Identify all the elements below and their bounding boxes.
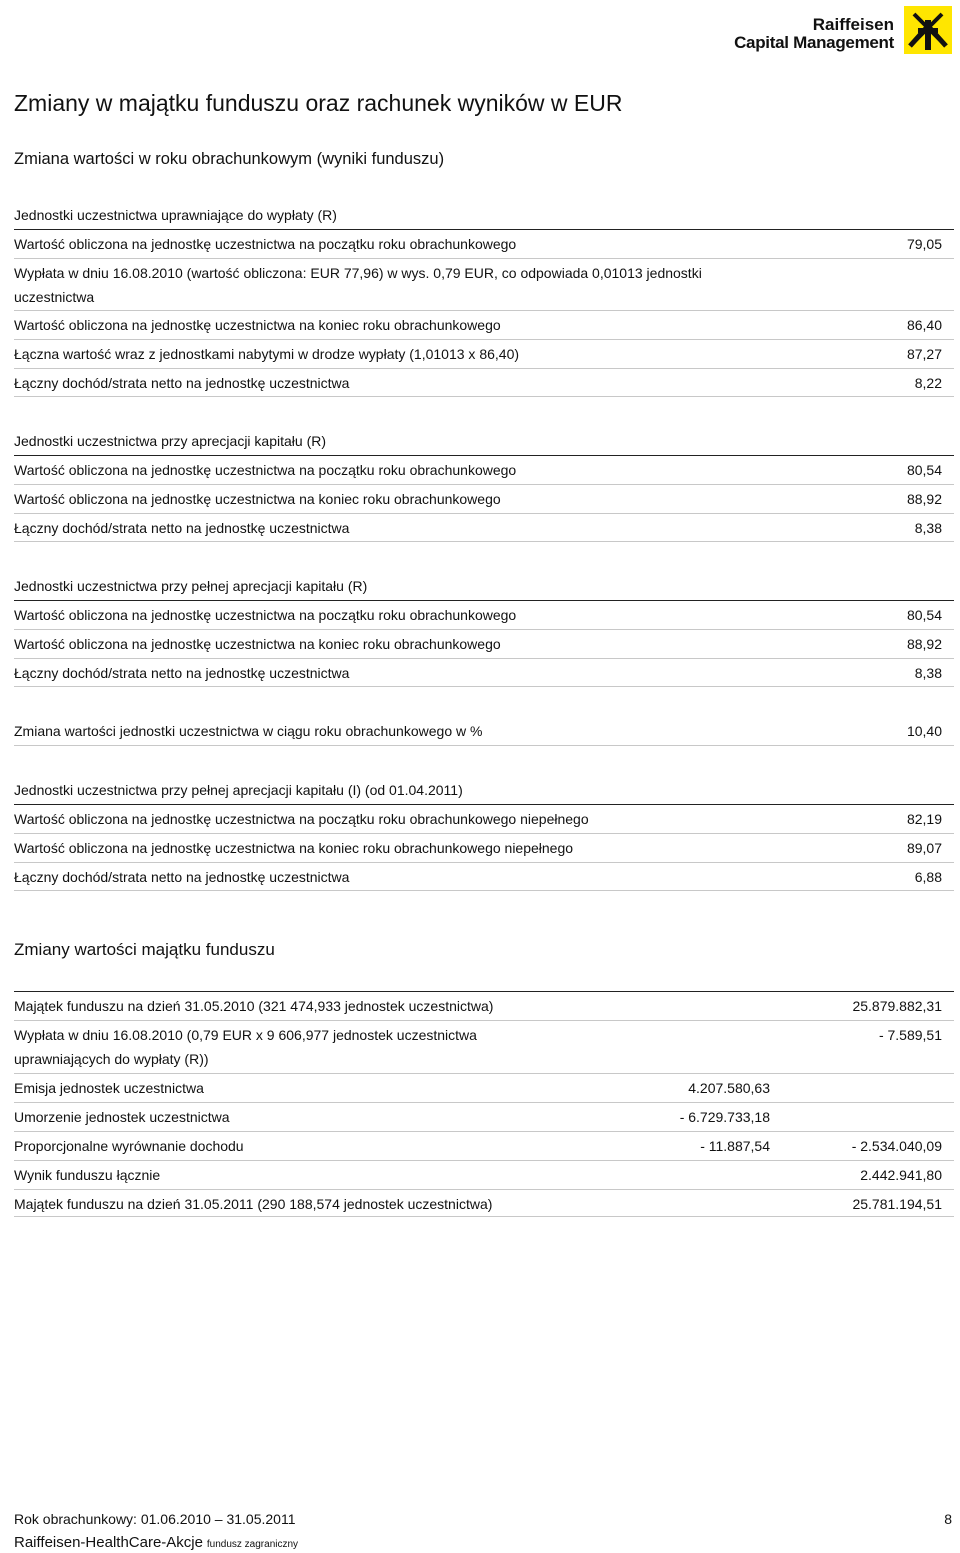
raiffeisen-gable-cross-icon: [904, 6, 952, 54]
table-row: [14, 1103, 954, 1132]
assets-title: Zmiany wartości majątku funduszu: [14, 940, 275, 959]
row-label-cont: uczestnictwa: [14, 289, 95, 305]
row-label: Łączny dochód/strata netto na jednostkę uczestnictwa: [14, 520, 350, 536]
raiffeisen-logo: [692, 6, 952, 54]
table-row: [14, 369, 954, 397]
section-title: Jednostki uczestnictwa przy aprecjacji kapitału (R): [14, 433, 327, 449]
row-label: Emisja jednostek uczestnictwa: [14, 1080, 204, 1096]
row-value-col1: 4.207.580,63: [688, 1080, 770, 1096]
table-row: [14, 514, 954, 542]
table-row: [14, 311, 954, 340]
footer-fund-name: Raiffeisen-HealthCare-Akcje: [14, 1534, 203, 1551]
table-row: [14, 1132, 954, 1161]
row-label: Łączna wartość wraz z jednostkami nabytymi w drodze wypłaty (1,01013 x 86,40): [14, 346, 520, 362]
row-value-col2: - 7.589,51: [878, 1027, 942, 1043]
table-row: [14, 1021, 954, 1074]
table-row: [14, 1074, 954, 1103]
table-row: [14, 834, 954, 863]
footer-period: Rok obrachunkowy: 01.06.2010 – 31.05.2011: [14, 1511, 296, 1527]
row-value: 8,38: [914, 520, 942, 536]
row-value: 88,92: [906, 491, 942, 507]
row-value-col2: 25.879.882,31: [852, 998, 942, 1014]
section-title: Jednostki uczestnictwa przy pełnej aprecjacji kapitału (I) (od 01.04.2011): [14, 782, 463, 798]
footer-fund-type: fundusz zagraniczny: [206, 1539, 299, 1550]
row-label: Wartość obliczona na jednostkę uczestnictwa na początku roku obrachunkowego: [14, 236, 517, 252]
footer-fund: [14, 1534, 298, 1551]
row-label: Wartość obliczona na jednostkę uczestnictwa na koniec roku obrachunkowego: [14, 317, 501, 333]
row-label: Wartość obliczona na jednostkę uczestnictwa na koniec roku obrachunkowego: [14, 636, 501, 652]
row-value: 80,54: [906, 607, 942, 623]
row-label: Łączny dochód/strata netto na jednostkę uczestnictwa: [14, 869, 350, 885]
row-label-cont: uprawniających do wypłaty (R)): [14, 1051, 209, 1067]
section-title: Jednostki uczestnictwa uprawniające do wypłaty (R): [14, 207, 337, 223]
row-value: 80,54: [906, 462, 942, 478]
section-title: Jednostki uczestnictwa przy pełnej aprecjacji kapitału (R): [14, 578, 368, 594]
table-row: [14, 717, 954, 746]
table-row: [14, 863, 954, 891]
row-label: Wypłata w dniu 16.08.2010 (0,79 EUR x 9 606,977 jednostek uczestnictwa: [14, 1027, 477, 1043]
row-label: Wartość obliczona na jednostkę uczestnictwa na koniec roku obrachunkowego: [14, 491, 501, 507]
table-row: [14, 485, 954, 514]
row-value: 88,92: [906, 636, 942, 652]
row-value: 8,22: [914, 375, 942, 391]
row-label: Umorzenie jednostek uczestnictwa: [14, 1109, 230, 1125]
row-label: Wartość obliczona na jednostkę uczestnictwa na początku roku obrachunkowego: [14, 462, 517, 478]
table-row: [14, 992, 954, 1021]
row-value: 86,40: [906, 317, 942, 333]
page-subtitle: Zmiana wartości w roku obrachunkowym (wyniki funduszu): [14, 150, 445, 168]
row-label: Wartość obliczona na jednostkę uczestnictwa na koniec roku obrachunkowego niepełnego: [14, 840, 574, 856]
row-value-col2: 2.442.941,80: [860, 1167, 942, 1183]
row-label: Łączny dochód/strata netto na jednostkę uczestnictwa: [14, 665, 350, 681]
table-row: [14, 630, 954, 659]
row-label: Majątek funduszu na dzień 31.05.2010 (321 474,933 jednostek uczestnictwa): [14, 998, 494, 1014]
row-label: Wynik funduszu łącznie: [14, 1167, 161, 1183]
table-row: [14, 659, 954, 687]
table-row: [14, 456, 954, 485]
row-label: Proporcjonalne wyrównanie dochodu: [14, 1138, 244, 1154]
table-row: [14, 259, 954, 311]
page-title: Zmiany w majątku funduszu oraz rachunek wyników w EUR: [14, 90, 623, 116]
row-value: 10,40: [906, 723, 942, 739]
row-value: 8,38: [914, 665, 942, 681]
row-value-col2: - 2.534.040,09: [851, 1138, 942, 1154]
table-row: [14, 1161, 954, 1190]
row-label: Łączny dochód/strata netto na jednostkę uczestnictwa: [14, 375, 350, 391]
logo-line2: Capital Management: [734, 33, 894, 52]
logo-text: [734, 16, 894, 52]
row-value: 89,07: [906, 840, 942, 856]
row-label: Zmiana wartości jednostki uczestnictwa w ciągu roku obrachunkowego w %: [14, 723, 483, 739]
row-value-col2: 25.781.194,51: [852, 1196, 942, 1212]
table-row: [14, 601, 954, 630]
logo-line1: Raiffeisen: [812, 15, 894, 34]
row-label: Wypłata w dniu 16.08.2010 (wartość obliczona: EUR 77,96) w wys. 0,79 EUR, co odpowiada 0,01013 jednostki: [14, 265, 702, 281]
row-label: Wartość obliczona na jednostkę uczestnictwa na początku roku obrachunkowego: [14, 607, 517, 623]
row-label: Majątek funduszu na dzień 31.05.2011 (290 188,574 jednostek uczestnictwa): [14, 1196, 493, 1212]
table-row: [14, 805, 954, 834]
table-row: [14, 1190, 954, 1217]
row-value-col1: - 11.887,54: [700, 1138, 770, 1154]
table-row: [14, 340, 954, 369]
row-value: 6,88: [914, 869, 942, 885]
row-value: 79,05: [906, 236, 942, 252]
row-value: 82,19: [906, 811, 942, 827]
page-number: 8: [944, 1511, 952, 1527]
table-row: [14, 230, 954, 259]
row-value-col1: - 6.729.733,18: [679, 1109, 770, 1125]
row-label: Wartość obliczona na jednostkę uczestnictwa na początku roku obrachunkowego niepełnego: [14, 811, 589, 827]
row-value: 87,27: [906, 346, 942, 362]
